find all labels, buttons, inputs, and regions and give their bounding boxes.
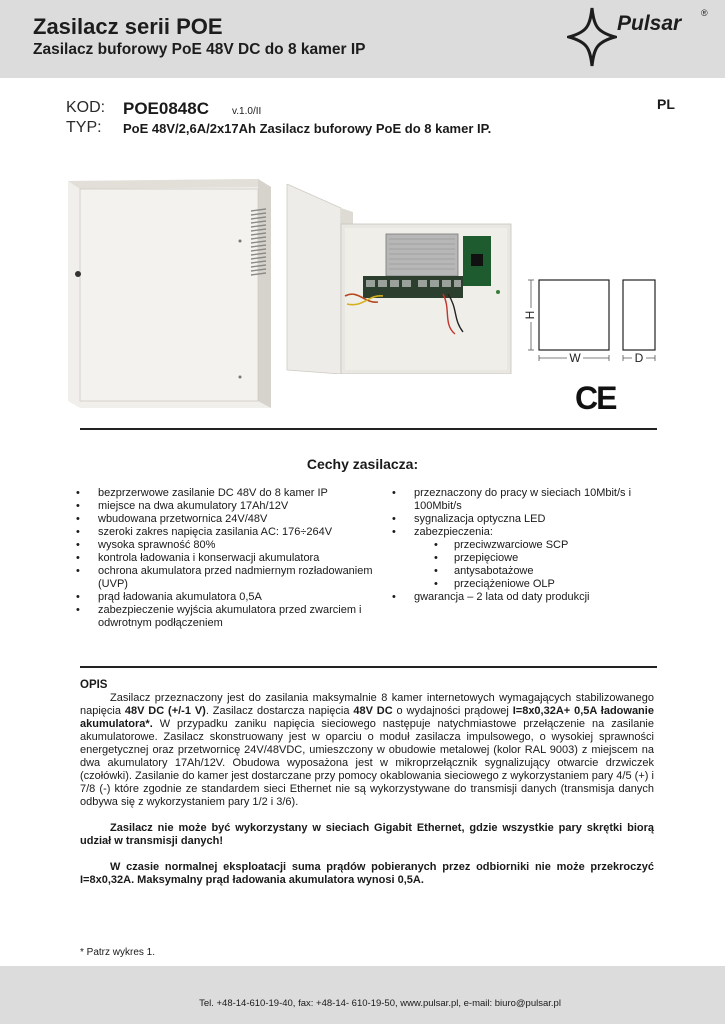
registered-mark: ®	[701, 8, 708, 18]
note-paragraph	[80, 861, 654, 887]
text-run: W przypadku zaniku napięcia sieciowego następuje natychmiastowe przełączenie na zasilanie akumulatorowe. Zasilacz skonstruowany jest w oparciu o moduł zasilacza impulsowego, o wysokiej sprawności energetycznej oraz przetwornicę 24V/48VDC, umieszczony w obudowie metalowej (kolor RAL 9003) z miejscem na dwa akumulatory 17Ah/12V. Obudowa wyposażona jest w mikroprzełącznik sygnalizujący otwarcie drzwiczek (czołówki). Zasilanie do kamer jest dostarczane przy pomocy okablowania sieciowego z wykorzystaniem pary 4/5 (+) i 7/8 (-) które zgodnie ze standardem sieci Ethernet nie są wykorzystywane do transmisji danych (transmisja danych odbywa się z wykorzystaniem pary 1/2 i 3/6).	[80, 718, 654, 808]
text-run: o wydajności prądowej	[392, 705, 513, 717]
depth-label: D	[634, 351, 644, 365]
dimension-diagram	[515, 268, 670, 368]
text-run-bold: Zasilacz nie może być wykorzystany w sieciach Gigabit Ethernet, gdzie wszystkie pary skrętki biorą udział w transmisji danych!	[80, 822, 654, 847]
footer-bar	[0, 966, 725, 1024]
product-code: POE0848C	[123, 99, 209, 118]
page-subtitle: Zasilacz buforowy PoE 48V DC do 8 kamer IP	[33, 41, 366, 58]
list-item: • szeroki zakres napięcia zasilania AC: 176÷264V	[76, 526, 376, 539]
list-item: • wysoka sprawność 80%	[76, 539, 376, 552]
list-item: • ochrona akumulatora przed nadmiernym rozładowaniem (UVP)	[76, 565, 376, 591]
sub-list-item: • przeciążeniowe OLP	[434, 578, 662, 591]
list-item: • wbudowana przetwornica 24V/48V	[76, 513, 376, 526]
text-run: . Zasilacz dostarcza napięcia	[205, 705, 354, 717]
product-type: PoE 48V/2,6A/2x17Ah Zasilacz buforowy PoE do 8 kamer IP.	[123, 121, 492, 136]
closed-enclosure-image	[68, 179, 271, 408]
product-version: v.1.0/II	[232, 106, 262, 117]
text-run-bold: W czasie normalnej eksploatacji suma prądów pobieranych przez odbiorniki nie może przekroczyć I=8x0,32A. Maksymalny prąd ładowania akumulatora wynosi 0,5A.	[80, 861, 654, 886]
open-enclosure-image	[283, 184, 520, 374]
features-list-right	[392, 487, 662, 604]
divider	[80, 428, 657, 430]
features-list-left	[76, 487, 376, 630]
divider	[80, 666, 657, 668]
pulsar-star-icon	[567, 6, 617, 68]
features-title: Cechy zasilacza:	[306, 456, 419, 472]
list-item: • zabezpieczenie wyjścia akumulatora przed zwarciem i odwrotnym podłączeniem	[76, 604, 376, 630]
description-body	[80, 692, 654, 900]
protections-sublist	[434, 539, 662, 591]
language-code: PL	[657, 96, 675, 112]
text-run-bold: 48V DC (+/-1 V)	[124, 705, 206, 717]
list-item: • sygnalizacja optyczna LED	[392, 513, 662, 526]
list-item	[392, 526, 662, 591]
text-run-bold: 48V DC	[353, 705, 393, 717]
description-title: OPIS	[80, 679, 108, 691]
typ-label: TYP:	[66, 119, 102, 136]
sub-list-item: • przepięciowe	[434, 552, 662, 565]
logo-text: Pulsar	[617, 12, 682, 35]
list-item: • przeznaczony do pracy w sieciach 10Mbit/s i 100Mbit/s	[392, 487, 662, 513]
kod-label: KOD:	[66, 99, 106, 116]
page-title: Zasilacz serii POE	[33, 14, 223, 39]
description-paragraph	[80, 692, 654, 809]
contact-info[interactable]: Tel. +48-14-610-19-40, fax: +48-14- 610-19-50, www.pulsar.pl, e-mail: biuro@pulsar.pl	[199, 998, 561, 1009]
sub-list-item: • antysabotażowe	[434, 565, 662, 578]
header-bar	[0, 0, 725, 78]
warning-paragraph	[80, 822, 654, 848]
list-item: • bezprzerwowe zasilanie DC 48V do 8 kamer IP	[76, 487, 376, 500]
list-item: • gwarancja – 2 lata od daty produkcji	[392, 591, 662, 604]
footnote: * Patrz wykres 1.	[80, 947, 156, 958]
pulsar-logo[interactable]	[567, 6, 717, 68]
list-item: • miejsce na dwa akumulatory 17Ah/12V	[76, 500, 376, 513]
text-run-bold: I=8x0,32A+ 0,5A ładowanie akumulatora*.	[80, 705, 654, 730]
text-run: Zasilacz przeznaczony jest do zasilania maksymalnie 8 kamer internetowych wymagających stabilizowanego napięcia	[80, 692, 654, 717]
list-item: • kontrola ładowania i konserwacji akumulatora	[76, 552, 376, 565]
sub-list-item: • przeciwzwarciowe SCP	[434, 539, 662, 552]
ce-mark: CE	[575, 380, 616, 416]
list-item: • prąd ładowania akumulatora 0,5A	[76, 591, 376, 604]
width-label: W	[569, 351, 581, 365]
height-label: H	[523, 310, 538, 320]
list-item-label: zabezpieczenia:	[414, 526, 493, 538]
